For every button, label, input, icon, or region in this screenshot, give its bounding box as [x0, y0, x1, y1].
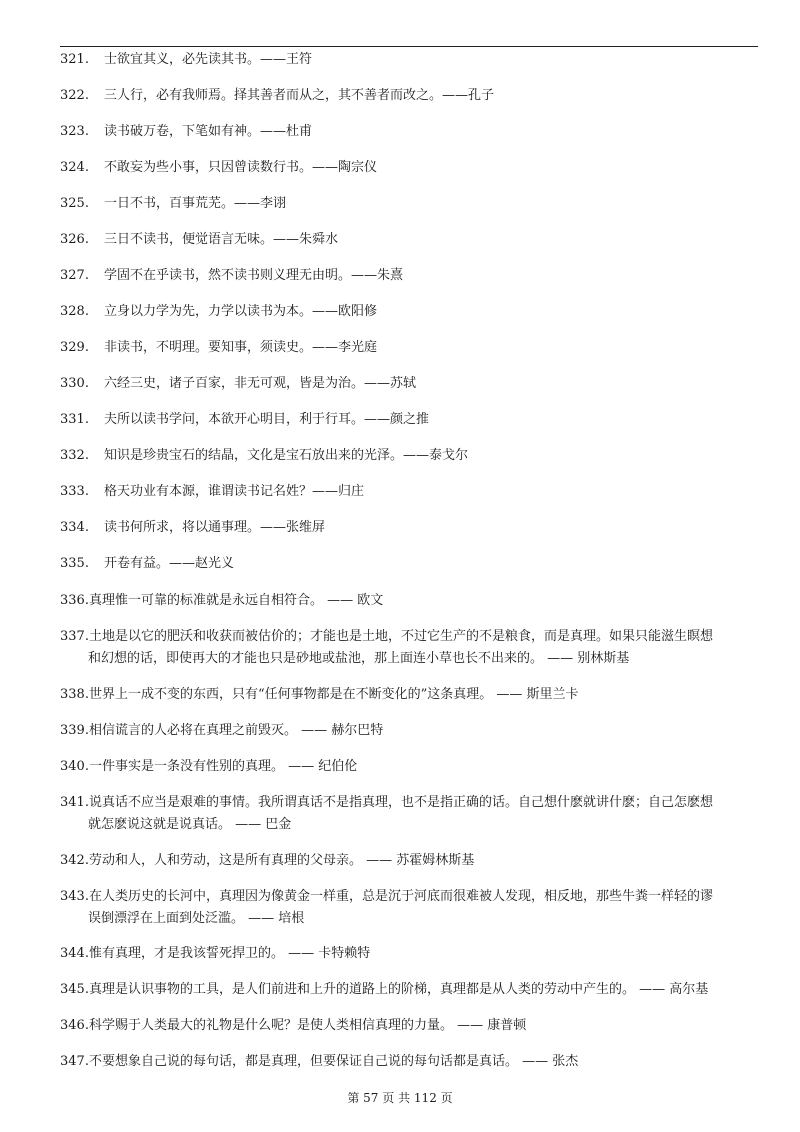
total-pages: 112 — [413, 1091, 437, 1105]
list-item — [60, 157, 377, 179]
item-number: 322. — [60, 88, 89, 103]
item-text: 六经三史，诸子百家，非无可观，皆是为治。——苏轼 — [104, 376, 417, 391]
item-number: 334. — [60, 520, 89, 535]
item-text-line1: 在人类历史的长河中，真理因为像黄金一样重，总是沉于河底而很难被人发现，相反地，那些牛粪一样轻的谬 — [88, 889, 713, 904]
list-item — [60, 481, 364, 503]
list-item — [60, 49, 312, 71]
list-item — [60, 121, 312, 143]
item-number: 336. — [60, 593, 89, 608]
list-item — [60, 850, 474, 872]
item-number: 337. — [60, 629, 89, 644]
item-text: 科学赐于人类最大的礼物是什么呢？是使人类相信真理的力量。 —— 康普顿 — [88, 1018, 527, 1033]
item-text: 劳动和人，人和劳动，这是所有真理的父母亲。 —— 苏霍姆林斯基 — [88, 853, 475, 868]
list-item-continuation — [88, 814, 291, 836]
list-item — [60, 553, 234, 575]
list-item — [60, 517, 325, 539]
list-item — [60, 301, 377, 323]
item-text-line2: 误倒漂浮在上面到处泛滥。 —— 培根 — [88, 911, 305, 926]
item-number: 329. — [60, 340, 89, 355]
item-number: 341. — [60, 795, 89, 810]
item-text: 三日不读书，便觉语言无味。——朱舜水 — [104, 232, 339, 247]
list-item — [60, 409, 429, 431]
list-item — [60, 886, 713, 908]
item-number: 333. — [60, 484, 89, 499]
item-number: 324. — [60, 160, 89, 175]
item-number: 345. — [60, 982, 89, 997]
item-text-line1: 说真话不应当是艰难的事情。我所谓真话不是指真理，也不是指正确的话。自己想什麽就讲什麽；自己怎麽想 — [88, 795, 713, 810]
page-footer — [0, 1089, 800, 1106]
item-number: 347. — [60, 1054, 89, 1069]
item-text: 真理是认识事物的工具，是人们前进和上升的道路上的阶梯，真理都是从人类的劳动中产生的。 —— 高尔基 — [88, 982, 709, 997]
item-number: 326. — [60, 232, 89, 247]
item-number: 325. — [60, 196, 89, 211]
list-item — [60, 1051, 578, 1073]
item-text: 世界上一成不变的东西，只有“任何事物都是在不断变化的”这条真理。 —— 斯里兰卡 — [88, 687, 579, 702]
item-number: 332. — [60, 448, 89, 463]
item-number: 323. — [60, 124, 89, 139]
item-text: 学固不在乎读书，然不读书则义理无由明。——朱熹 — [104, 268, 404, 283]
footer-middle: 页 共 — [382, 1091, 411, 1105]
item-number: 330. — [60, 376, 89, 391]
footer-prefix: 第 — [347, 1091, 360, 1105]
list-item — [60, 445, 468, 467]
item-text: 知识是珍贵宝石的结晶，文化是宝石放出来的光泽。——泰戈尔 — [104, 448, 469, 463]
item-number: 335. — [60, 556, 89, 571]
item-number: 327. — [60, 268, 89, 283]
list-item — [60, 979, 708, 1001]
list-item — [60, 1015, 526, 1037]
list-item-continuation — [88, 908, 304, 930]
header-rule — [60, 46, 758, 47]
item-number: 338. — [60, 687, 89, 702]
item-text: 一日不书，百事荒芜。——李诩 — [104, 196, 287, 211]
item-text: 士欲宜其义，必先读其书。——王符 — [104, 52, 313, 67]
list-item — [60, 337, 377, 359]
item-number: 328. — [60, 304, 89, 319]
item-text: 三人行，必有我师焉。择其善者而从之，其不善者而改之。——孔子 — [104, 88, 495, 103]
item-number: 321. — [60, 52, 89, 67]
list-item — [60, 590, 383, 612]
item-text: 非读书，不明理。要知事，须读史。——李光庭 — [104, 340, 378, 355]
list-item — [60, 373, 416, 395]
item-number: 346. — [60, 1018, 89, 1033]
page-number: 57 — [363, 1091, 379, 1105]
item-number: 339. — [60, 723, 89, 738]
item-number: 331. — [60, 412, 89, 427]
list-item — [60, 792, 713, 814]
list-item-continuation — [88, 648, 629, 670]
item-text: 惟有真理，才是我该誓死捍卫的。 —— 卡特赖特 — [88, 946, 371, 961]
list-item — [60, 85, 494, 107]
item-text: 格天功业有本源，谁谓读书记名姓？——归庄 — [104, 484, 365, 499]
list-item — [60, 229, 338, 251]
item-text: 真理惟一可靠的标准就是永远自相符合。 —— 欧文 — [88, 593, 384, 608]
list-item — [60, 756, 357, 778]
item-text: 相信谎言的人必将在真理之前毁灭。 —— 赫尔巴特 — [88, 723, 384, 738]
list-item — [60, 684, 579, 706]
item-text: 读书破万卷，下笔如有神。——杜甫 — [104, 124, 313, 139]
item-text: 立身以力学为先，力学以读书为本。——欧阳修 — [104, 304, 378, 319]
item-text: 一件事实是一条没有性别的真理。 —— 纪伯伦 — [88, 759, 358, 774]
item-number: 343. — [60, 889, 89, 904]
item-text: 夫所以读书学问，本欲开心明目，利于行耳。——颜之推 — [104, 412, 430, 427]
list-item — [60, 943, 370, 965]
item-text: 不要想象自己说的每句话，都是真理，但要保证自己说的每句话都是真话。 —— 张杰 — [88, 1054, 579, 1069]
item-number: 340. — [60, 759, 89, 774]
item-text: 不敢妄为些小事，只因曾读数行书。——陶宗仪 — [104, 160, 378, 175]
item-text: 开卷有益。——赵光义 — [104, 556, 235, 571]
list-item — [60, 626, 713, 648]
item-number: 344. — [60, 946, 89, 961]
list-item — [60, 720, 383, 742]
item-text-line1: 土地是以它的肥沃和收获而被估价的；才能也是土地，不过它生产的不是粮食，而是真理。如果只能滋生瞑想 — [88, 629, 713, 644]
item-text-line2: 就怎麽说这就是说真话。 —— 巴金 — [88, 817, 292, 832]
list-item — [60, 265, 403, 287]
list-item — [60, 193, 286, 215]
item-text: 读书何所求，将以通事理。——张维屏 — [104, 520, 326, 535]
footer-suffix: 页 — [440, 1091, 453, 1105]
item-number: 342. — [60, 853, 89, 868]
item-text-line2: 和幻想的话，即使再大的才能也只是砂地或盐池，那上面连小草也长不出来的。 —— 别林斯基 — [88, 651, 630, 666]
